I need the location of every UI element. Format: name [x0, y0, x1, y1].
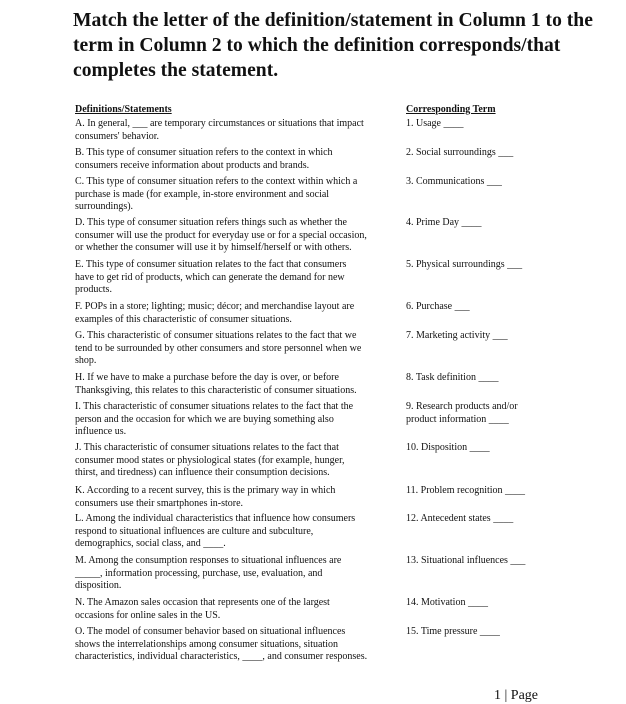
- term-3: 3. Communications ___: [406, 176, 502, 187]
- definition-c: C. This type of consumer situation refers to the context within which a purchase is made (for example, in-store environment and social surroundings).: [75, 176, 358, 212]
- term-2: 2. Social surroundings ___: [406, 147, 514, 158]
- term-11: 11. Problem recognition ____: [406, 485, 526, 496]
- definition-k: K. According to a recent survey, this is the primary way in which consumers use their smartphones in-store.: [75, 485, 336, 509]
- definition-h: H. If we have to make a purchase before the day is over, or before Thanksgiving, this relates to this characteristic of consumer situations.: [75, 372, 357, 396]
- definition-i: I. This characteristic of consumer situations relates to the fact that the person and the occasion for which we are buying something also influence us.: [75, 401, 354, 437]
- term-13: 13. Situational influences ___: [406, 555, 526, 566]
- term-15: 15. Time pressure ____: [406, 626, 500, 637]
- definition-j: J. This characteristic of consumer situations relates to the fact that consumer mood states or physiological states (for example, hunger, thirst, and tiredness) can influence their consumption decisions.: [75, 442, 345, 478]
- definition-n: N. The Amazon sales occasion that represents one of the largest occasions for online sales in the US.: [75, 597, 330, 621]
- term-9: 9. Research products and/or product information ____: [406, 401, 518, 425]
- term-10: 10. Disposition ____: [406, 442, 490, 453]
- definition-g: G. This characteristic of consumer situations relates to the fact that we tend to be surrounded by other consumers and store personnel when we shop.: [75, 330, 362, 366]
- terms-column-header: Corresponding Term: [406, 104, 496, 115]
- term-8: 8. Task definition ____: [406, 372, 499, 383]
- page-number: 1 | Page: [494, 688, 539, 703]
- definition-e: E. This type of consumer situation relates to the fact that consumers have to get rid of products, which can generate the demand for new products.: [75, 259, 347, 295]
- term-6: 6. Purchase ___: [406, 301, 470, 312]
- definition-a: A. In general, ___ are temporary circumstances or situations that impact consumers' behavior.: [75, 118, 364, 142]
- definition-f: F. POPs in a store; lighting; music; décor; and merchandise layout are examples of this characteristic of consumer situations.: [75, 301, 355, 325]
- definition-m: M. Among the consumption responses to situational influences are _____, information processing, purchase, use, evaluation, and disposition.: [75, 555, 342, 591]
- page-title: Match the letter of the definition/statement in Column 1 to the term in Column 2 to which the definition corresponds/that completes the statement.: [73, 10, 593, 81]
- term-5: 5. Physical surroundings ___: [406, 259, 523, 270]
- term-1: 1. Usage ____: [406, 118, 464, 129]
- definition-d: D. This type of consumer situation refers things such as whether the consumer will use the product for everyday use or for a special occasion, or whether the consumer will use it by himself/herself or with others.: [75, 217, 367, 253]
- term-14: 14. Motivation ____: [406, 597, 488, 608]
- definition-b: B. This type of consumer situation refers to the context in which consumers receive information about products and brands.: [75, 147, 333, 171]
- term-7: 7. Marketing activity ___: [406, 330, 508, 341]
- definition-o: O. The model of consumer behavior based on situational influences shows the interrelationships among consumer situations, situation characteristics, individual characteristics, ____, and consumer responses.: [75, 626, 368, 662]
- term-4: 4. Prime Day ____: [406, 217, 482, 228]
- term-12: 12. Antecedent states ____: [406, 513, 514, 524]
- definition-l: L. Among the individual characteristics that influence how consumers respond to situational influences are culture and subculture, demographics, social class, and ____.: [75, 513, 356, 549]
- definitions-column-header: Definitions/Statements: [75, 104, 172, 115]
